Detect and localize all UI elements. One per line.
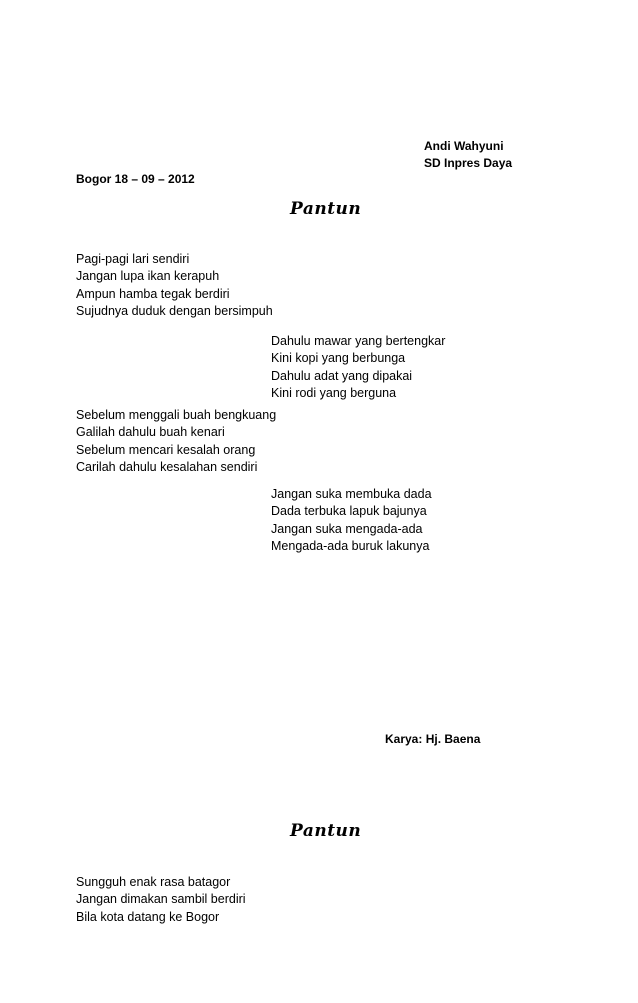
author-credit: Karya: Hj. Baena [385, 732, 481, 746]
stanza-3 [76, 407, 276, 476]
verse-line: Sungguh enak rasa batagor [76, 875, 231, 889]
pantun-title: Pantun [290, 199, 362, 219]
author-name: Andi Wahyuni [424, 139, 504, 153]
verse-line: Carilah dahulu kesalahan sendiri [76, 459, 258, 474]
place-date: Bogor 18 – 09 – 2012 [76, 172, 195, 186]
verse-line: Jangan suka mengada-ada [271, 521, 423, 536]
pantun-title: Pantun [290, 821, 362, 841]
verse-line: Sebelum menggali buah bengkuang [76, 408, 277, 422]
stanza-2 [271, 333, 445, 402]
verse-line: Kini rodi yang berguna [271, 385, 397, 400]
verse-line: Jangan dimakan sambil berdiri [76, 892, 246, 907]
verse-line: Pagi-pagi lari sendiri [76, 252, 190, 266]
stanza-4 [271, 486, 432, 555]
verse-line: Dahulu adat yang dipakai [271, 368, 413, 383]
verse-line: Kini kopi yang berbunga [271, 351, 406, 366]
verse-line: Sujudnya duduk dengan bersimpuh [76, 303, 273, 318]
verse-line: Sebelum mencari kesalah orang [76, 442, 256, 457]
school-name: SD Inpres Daya [424, 156, 513, 170]
stanza-1 [76, 251, 273, 320]
verse-line: Dahulu mawar yang bertengkar [271, 334, 446, 348]
verse-line: Jangan lupa ikan kerapuh [76, 269, 220, 284]
stanza-5 [76, 874, 246, 926]
verse-line: Mengada-ada buruk lakunya [271, 538, 430, 553]
verse-line: Dada terbuka lapuk bajunya [271, 504, 427, 519]
verse-line: Bila kota datang ke Bogor [76, 909, 220, 924]
verse-line: Galilah dahulu buah kenari [76, 425, 225, 440]
verse-line: Jangan suka membuka dada [271, 487, 432, 501]
verse-line: Ampun hamba tegak berdiri [76, 286, 230, 301]
